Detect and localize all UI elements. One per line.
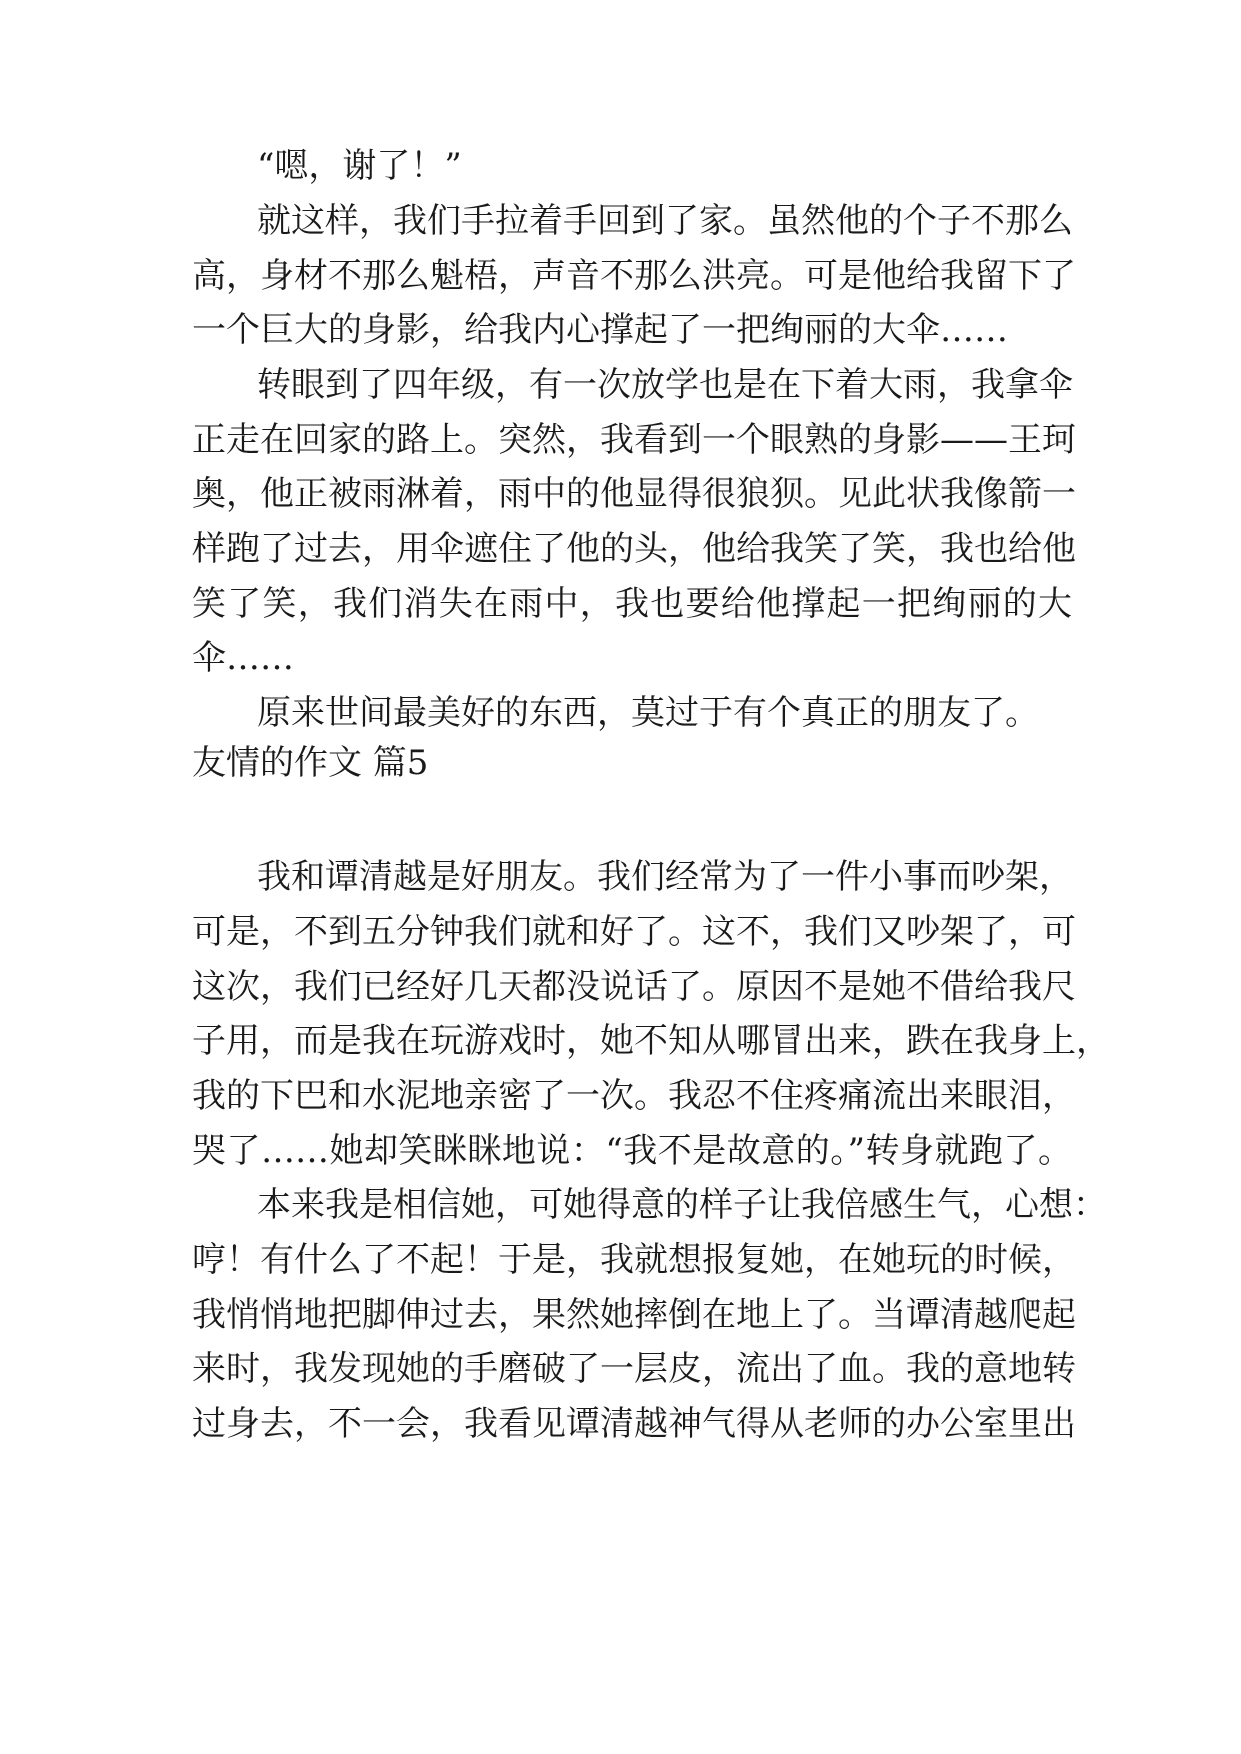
section-heading: 友情的作文 篇5: [192, 743, 429, 783]
text-line: 正走在回家的路上。突然，我看到一个眼熟的身影——王珂: [192, 420, 1076, 460]
text-line: 过身去，不一会，我看见谭清越神气得从老师的办公室里出: [192, 1404, 1076, 1444]
text-line: 伞……: [192, 638, 294, 678]
text-line: 来时，我发现她的手磨破了一层皮，流出了血。我的意地转: [192, 1349, 1076, 1389]
text-line: 转眼到了四年级，有一次放学也是在下着大雨，我拿伞: [257, 365, 1073, 405]
text-line: 奥，他正被雨淋着，雨中的他显得很狼狈。见此状我像箭一: [192, 474, 1076, 514]
text-line: 一个巨大的身影，给我内心撑起了一把绚丽的大伞……: [192, 310, 1008, 350]
text-line: “嗯，谢了！”: [257, 146, 462, 186]
text-line: 高，身材不那么魁梧，声音不那么洪亮。可是他给我留下了: [192, 256, 1076, 296]
text-line: 样跑了过去，用伞遮住了他的头，他给我笑了笑，我也给他: [192, 529, 1076, 569]
text-line: 我和谭清越是好朋友。我们经常为了一件小事而吵架，: [257, 857, 1073, 897]
text-line: 就这样，我们手拉着手回到了家。虽然他的个子不那么: [257, 201, 1073, 241]
text-line: 子用，而是我在玩游戏时，她不知从哪冒出来，跌在我身上，: [192, 1021, 1110, 1061]
text-line: 哭了……她却笑眯眯地说：“我不是故意的。”转身就跑了。: [192, 1131, 1072, 1171]
text-line: 我的下巴和水泥地亲密了一次。我忍不住疼痛流出来眼泪，: [192, 1076, 1076, 1116]
text-line: 哼！有什么了不起！于是，我就想报复她，在她玩的时候，: [192, 1240, 1076, 1280]
text-line: 这次，我们已经好几天都没说话了。原因不是她不借给我尺: [192, 967, 1076, 1007]
text-line: 可是，不到五分钟我们就和好了。这不，我们又吵架了，可: [192, 912, 1076, 952]
text-line: 笑了笑，我们消失在雨中，我也要给他撑起一把绚丽的大: [192, 584, 1072, 624]
text-line: 我悄悄地把脚伸过去，果然她摔倒在地上了。当谭清越爬起: [192, 1295, 1076, 1335]
text-line: 原来世间最美好的东西，莫过于有个真正的朋友了。: [257, 693, 1039, 733]
text-line: 本来我是相信她，可她得意的样子让我倍感生气，心想：: [257, 1185, 1107, 1225]
